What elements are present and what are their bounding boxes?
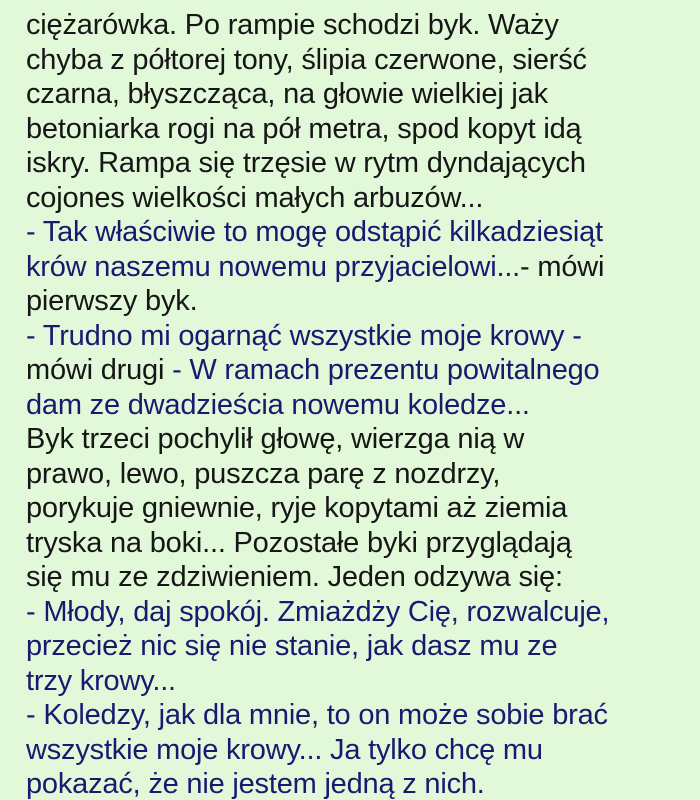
- dialogue-text: - Młody, daj spokój. Zmiażdży Cię, rozwalcuje,: [26, 595, 610, 628]
- narration-text: ciężarówka. Po rampie schodzi byk. Waży: [26, 9, 559, 41]
- narration-text: prawo, lewo, puszcza parę z nozdrzy,: [26, 457, 501, 490]
- story-line: [26, 181, 696, 216]
- story-line: [26, 284, 696, 319]
- story-line: [26, 595, 696, 630]
- story-line: [26, 526, 696, 561]
- story-line: [26, 767, 696, 800]
- story-line: [26, 146, 696, 181]
- story-line: [26, 112, 696, 147]
- story-line: [26, 353, 696, 388]
- story-line: [26, 388, 696, 423]
- dialogue-text: trzy krowy...: [26, 664, 176, 697]
- story-line: [26, 43, 696, 78]
- narration-text: chyba z półtorej tony, ślipia czerwone, sierść: [26, 43, 587, 76]
- dialogue-text: przecież nic się nie stanie, jak dasz mu ze: [26, 630, 558, 662]
- narration-text: czarna, błyszcząca, na głowie wielkiej jak: [26, 78, 548, 110]
- story-text-block: [26, 8, 696, 800]
- narration-text: tryska na boki... Pozostałe byki przyglądają: [26, 526, 572, 559]
- story-line: [26, 491, 696, 526]
- story-line: [26, 77, 696, 112]
- dialogue-text: pokazać, że nie jestem jedną z nich.: [26, 768, 485, 800]
- narration-text: pierwszy byk.: [26, 285, 198, 317]
- story-line: [26, 457, 696, 492]
- dialogue-text: - Koledzy, jak dla mnie, to on może sobie brać: [26, 699, 608, 731]
- story-line: [26, 698, 696, 733]
- narration-text: porykuje gniewnie, ryje kopytami aż ziemia: [26, 492, 568, 524]
- story-line: [26, 215, 696, 250]
- narration-text: cojones wielkości małych arbuzów...: [26, 181, 484, 214]
- narration-text: iskry. Rampa się trzęsie w rytm dyndających: [26, 147, 586, 179]
- story-line: [26, 629, 696, 664]
- dialogue-text: dam ze dwadzieścia nowemu koledze...: [26, 388, 530, 421]
- dialogue-text: - Tak właściwie to mogę odstąpić kilkadziesiąt: [26, 216, 603, 248]
- narration-text: się mu ze zdziwieniem. Jeden odzywa się:: [26, 561, 563, 593]
- narration-text: - mówi: [520, 250, 605, 283]
- story-line: [26, 733, 696, 768]
- dialogue-text: krów naszemu nowemu przyjacielowi...: [26, 250, 521, 283]
- story-line: [26, 250, 696, 285]
- narration-text: mówi drugi: [26, 354, 173, 386]
- story-line: [26, 422, 696, 457]
- story-line: [26, 560, 696, 595]
- narration-text: betoniarka rogi na pół metra, spod kopyt idą: [26, 112, 582, 145]
- dialogue-text: wszystkie moje krowy... Ja tylko chcę mu: [26, 733, 543, 766]
- story-line: [26, 664, 696, 699]
- narration-text: Byk trzeci pochylił głowę, wierzga nią w: [26, 423, 525, 455]
- dialogue-text: - Trudno mi ogarnąć wszystkie moje krowy -: [26, 319, 582, 352]
- dialogue-text: - W ramach prezentu powitalnego: [172, 354, 600, 386]
- story-line: [26, 319, 696, 354]
- story-line: [26, 8, 696, 43]
